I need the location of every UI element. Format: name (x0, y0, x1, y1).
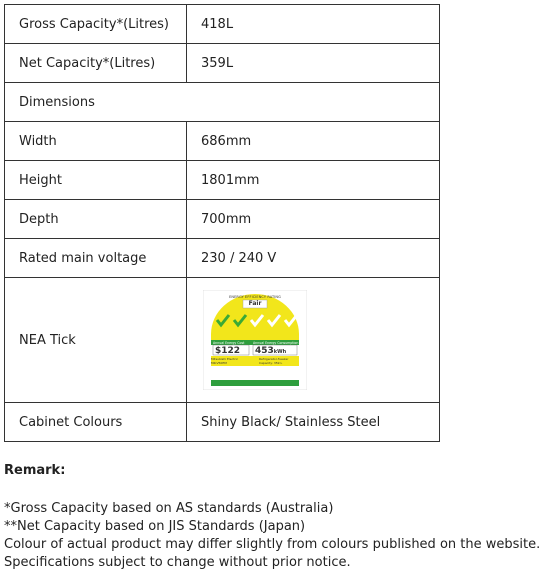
nea-rating: Fair (248, 300, 262, 307)
nea-capacity: Capacity: 359 L (259, 361, 283, 365)
nea-cost-caption: Annual Energy Cost (213, 341, 245, 345)
table-row (5, 161, 440, 200)
table-row (5, 5, 440, 44)
spec-value: 700mm (187, 200, 440, 239)
nea-annual-consumption (255, 346, 286, 356)
spec-label: Gross Capacity*(Litres) (5, 5, 187, 44)
spec-label: Width (5, 122, 187, 161)
spec-section-heading: Dimensions (5, 83, 440, 122)
spec-label: Height (5, 161, 187, 200)
remark-note: Specifications subject to change without prior notice. (4, 555, 351, 570)
nea-annual-cost: $122 (215, 346, 241, 356)
table-row (5, 239, 440, 278)
spec-label: Net Capacity*(Litres) (5, 44, 187, 83)
nea-type: Refrigerator-freezer (259, 357, 289, 361)
spec-value: 418L (187, 5, 440, 44)
nea-brand: Mitsubishi Electric (211, 357, 239, 361)
nea-consumption-value: 453 (255, 346, 274, 356)
remark-notes (4, 500, 540, 572)
nea-model: MR-V50EM (211, 361, 227, 365)
nea-energy-label-image (203, 290, 307, 390)
nea-header: ENERGY EFFICIENCY RATING (229, 295, 281, 299)
table-row (5, 44, 440, 83)
nea-consumption-unit: kWh (273, 349, 287, 355)
remark-note: *Gross Capacity based on AS standards (Australia) (4, 501, 334, 516)
table-row (5, 83, 440, 122)
remark-title: Remark: (4, 463, 66, 478)
spec-label: Cabinet Colours (5, 403, 187, 442)
spec-value: 359L (187, 44, 440, 83)
table-row (5, 403, 440, 442)
nea-tick-cell (187, 278, 440, 403)
table-row (5, 278, 440, 403)
spec-value: Shiny Black/ Stainless Steel (187, 403, 440, 442)
table-row (5, 122, 440, 161)
table-row (5, 200, 440, 239)
spec-label: Rated main voltage (5, 239, 187, 278)
spec-value: 686mm (187, 122, 440, 161)
specifications-table (4, 4, 440, 442)
remark-note: **Net Capacity based on JIS Standards (Japan) (4, 519, 306, 534)
remark-note: Colour of actual product may differ slightly from colours published on the website. (4, 537, 541, 552)
spec-label: Depth (5, 200, 187, 239)
spec-value: 1801mm (187, 161, 440, 200)
nea-consumption-caption: Annual Energy Consumption (253, 341, 299, 345)
spec-label: NEA Tick (5, 278, 187, 403)
spec-value: 230 / 240 V (187, 239, 440, 278)
